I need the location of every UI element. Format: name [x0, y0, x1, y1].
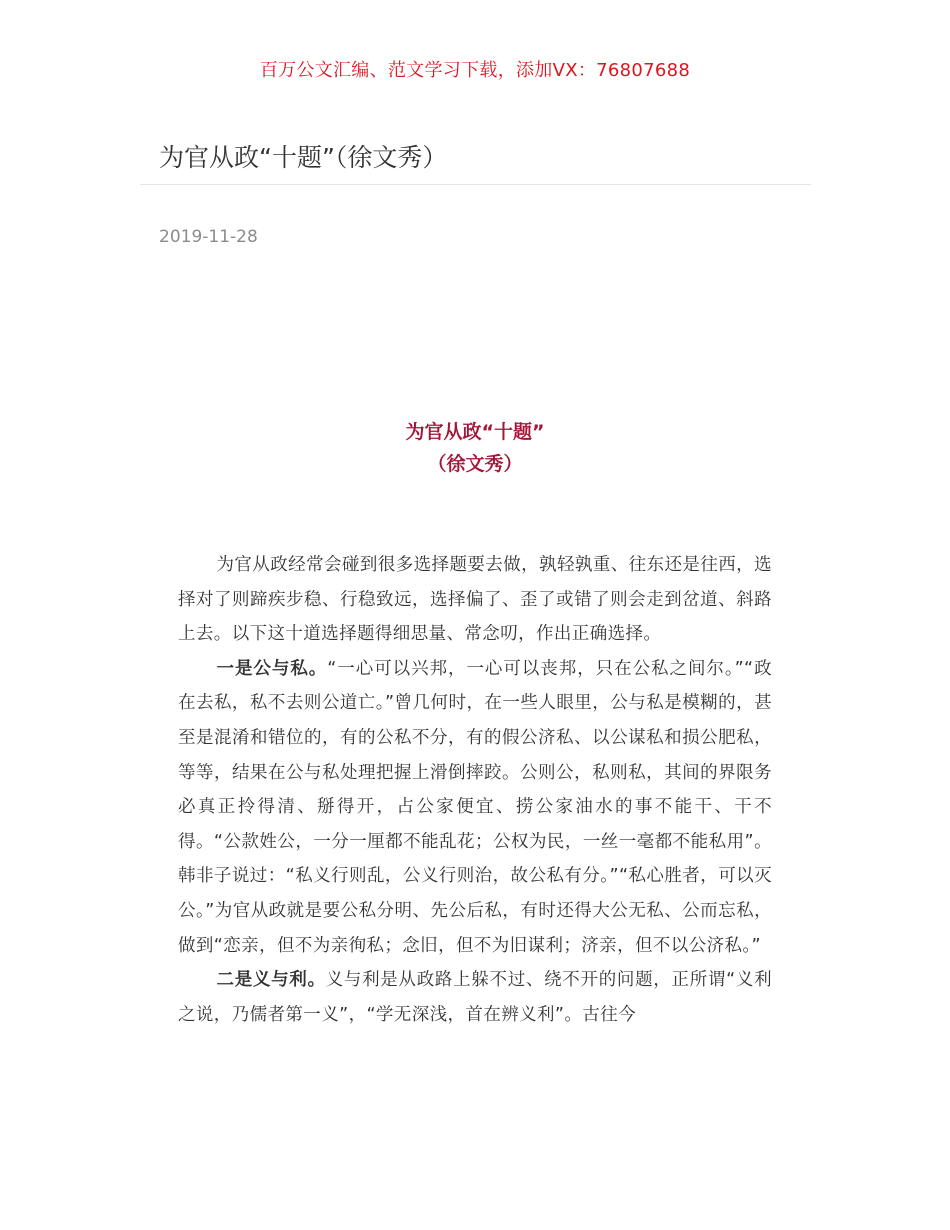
paragraph-lead: 一是公与私。 — [216, 658, 328, 679]
paragraph-righteousness-profit — [178, 963, 772, 1032]
document-heading — [0, 416, 950, 480]
heading-line-author: （徐文秀） — [427, 453, 523, 475]
paragraph-intro — [178, 548, 772, 652]
paragraph-text: “一心可以兴邦，一心可以丧邦，只在公私之间尔。”“政在去私，私不去则公道亡。”曾几何时，在一些人眼里，公与私是模糊的，甚至是混淆和错位的，有的公私不分，有的假公济私、以公谋私和损公肥私，等等，结果在公与私处理把握上滑倒摔跤。公则公，私则私，其间的界限务必真正拎得清、掰得开，占公家便宜、捞公家油水的事不能干、干不得。“公款姓公，一分一厘都不能乱花；公权为民，一丝一毫都不能私用”。韩非子说过：“私义行则乱，公义行则治，故公私有分。”“私心胜者，可以灭公。”为官从政就是要公私分明、先公后私，有时还得大公无私、公而忘私，做到“恋亲，但不为亲徇私；念旧，但不为旧谋利；济亲，但不以公济私。” — [178, 658, 772, 956]
paragraph-public-private — [178, 652, 772, 963]
article-body — [178, 548, 772, 1032]
paragraph-text: 义与利是从政路上躲不过、绕不开的问题，正所谓“义利之说，乃儒者第一义”，“学无深浅，首在辨义利”。古往今 — [178, 970, 772, 1025]
title-divider — [140, 184, 811, 185]
paragraph-lead: 二是义与利。 — [216, 970, 326, 991]
watermark-banner: 百万公文汇编、范文学习下载，添加VX：76807688 — [259, 60, 691, 81]
paragraph-text: 为官从政经常会碰到很多选择题要去做，孰轻孰重、往东还是往西，选择对了则蹄疾步稳、行稳致远，选择偏了、歪了或错了则会走到岔道、斜路上去。以下这十道选择题得细思量、常念叨，作出正确选择。 — [178, 555, 772, 645]
publish-date: 2019-11-28 — [159, 227, 258, 247]
heading-line-title: 为官从政“十题” — [405, 421, 545, 443]
article-title: 为官从政“十题”（徐文秀） — [159, 143, 448, 172]
